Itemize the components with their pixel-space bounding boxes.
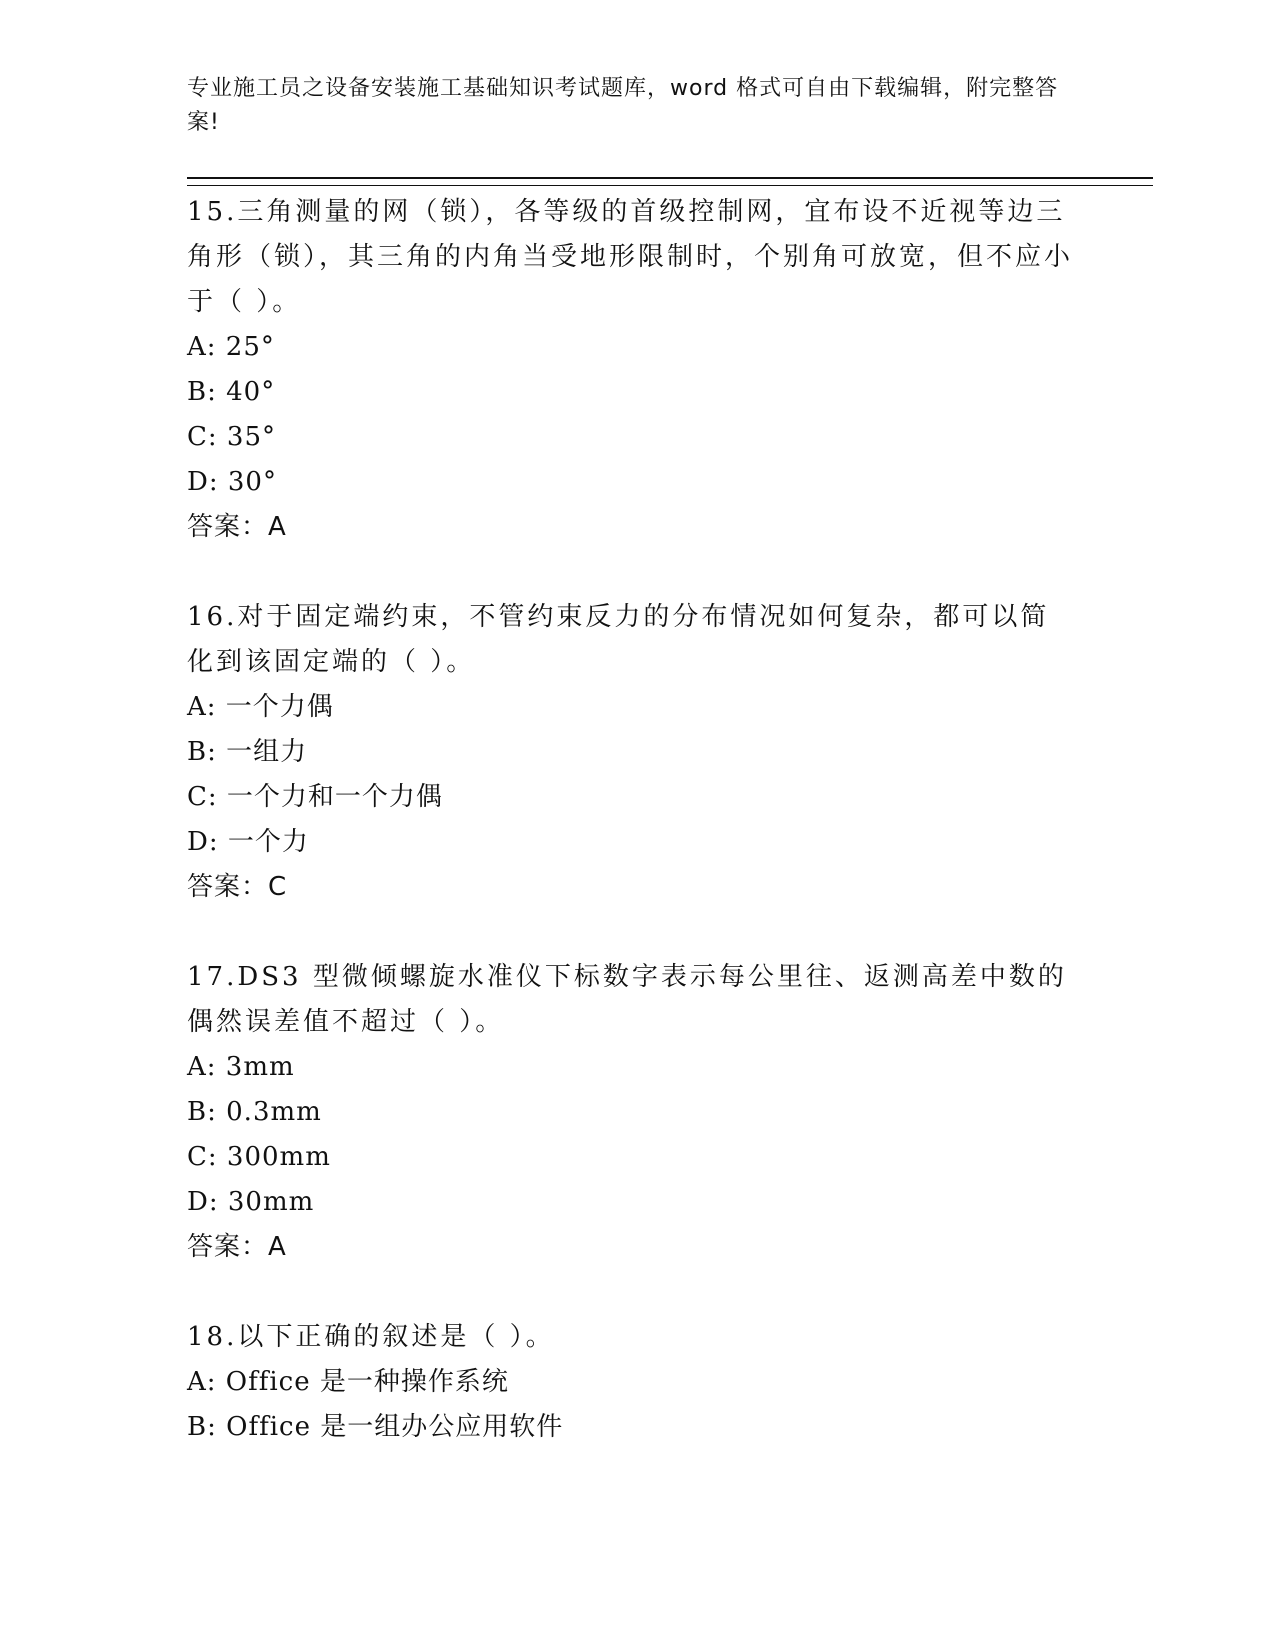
option-b: B: 一组力	[187, 737, 308, 767]
question-16	[187, 595, 1087, 910]
option-a: A: 一个力偶	[187, 692, 334, 722]
option-c: C: 300mm	[187, 1142, 331, 1172]
spacer	[187, 1270, 1087, 1315]
question-list	[187, 190, 1087, 1450]
question-15	[187, 190, 1087, 550]
option-list	[187, 1360, 1087, 1450]
option-a: A: 3mm	[187, 1052, 295, 1082]
option-b: B: 40°	[187, 377, 276, 407]
option-a: A: 25°	[187, 332, 275, 362]
question-text: 18.以下正确的叙述是（ ）。	[187, 1322, 555, 1352]
option-d: D: 一个力	[187, 827, 309, 857]
option-a: A: Office 是一种操作系统	[187, 1367, 509, 1397]
option-list	[187, 685, 1087, 865]
page-header: 专业施工员之设备安装施工基础知识考试题库，word 格式可自由下载编辑，附完整答案!	[187, 76, 1059, 135]
option-b: B: Office 是一组办公应用软件	[187, 1412, 564, 1442]
spacer	[187, 910, 1087, 955]
option-c: C: 35°	[187, 422, 277, 452]
option-d: D: 30°	[187, 467, 277, 497]
question-text: 16.对于固定端约束，不管约束反力的分布情况如何复杂，都可以简化到该固定端的（ ）。	[187, 602, 1050, 677]
question-text: 17.DS3 型微倾螺旋水准仪下标数字表示每公里往、返测高差中数的偶然误差值不超过（ ）。	[187, 962, 1067, 1037]
option-c: C: 一个力和一个力偶	[187, 782, 443, 812]
answer-label: 答案：A	[187, 512, 287, 542]
header-divider	[187, 177, 1153, 186]
answer-label: 答案：A	[187, 1232, 287, 1262]
option-d: D: 30mm	[187, 1187, 315, 1217]
option-b: B: 0.3mm	[187, 1097, 322, 1127]
question-17	[187, 955, 1087, 1270]
question-text: 15.三角测量的网（锁），各等级的首级控制网，宜布设不近视等边三角形（锁），其三角的内角当受地形限制时，个别角可放宽，但不应小于（ ）。	[187, 197, 1074, 317]
spacer	[187, 550, 1087, 595]
option-list	[187, 1045, 1087, 1225]
question-18	[187, 1315, 1087, 1450]
answer-label: 答案：C	[187, 872, 288, 902]
option-list	[187, 325, 1087, 505]
